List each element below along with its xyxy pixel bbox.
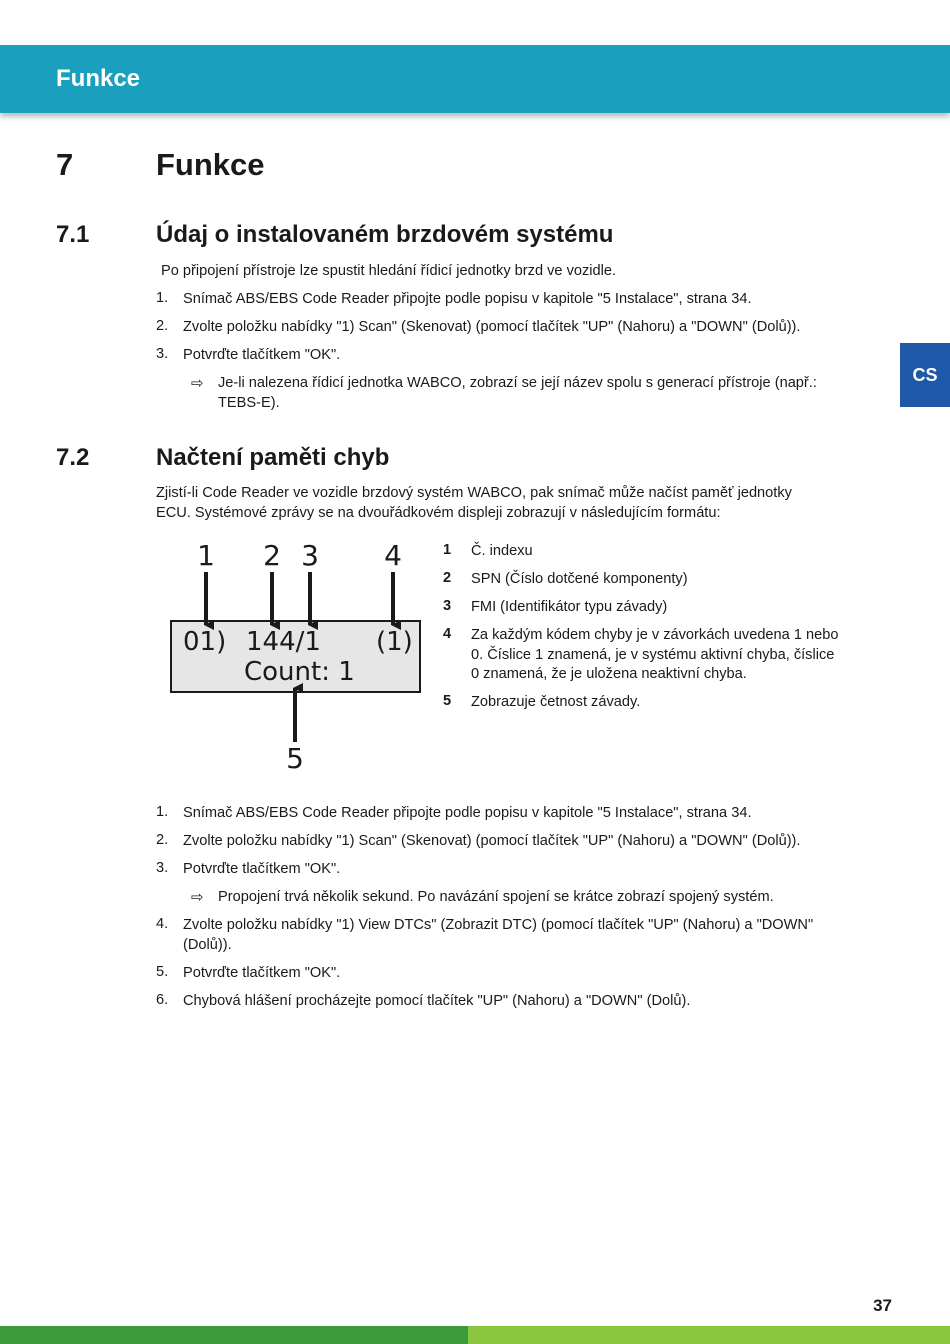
- result-arrow-icon: ⇨: [191, 889, 204, 906]
- display-diagram: [160, 535, 430, 780]
- section-2-step-4-line-2: (Dolů)).: [183, 937, 232, 953]
- callout-3: 3: [301, 539, 319, 572]
- callout-4: 4: [384, 539, 402, 572]
- step-number: 3.: [156, 346, 169, 362]
- language-tab: CS: [900, 343, 950, 407]
- section-2-step-5: Potvrďte tlačítkem "OK".: [183, 965, 341, 981]
- step-number: 1.: [156, 290, 169, 306]
- section-2-number: 7.2: [56, 444, 90, 471]
- legend-number: 1: [443, 542, 452, 558]
- section-2-step-3: Potvrďte tlačítkem "OK".: [183, 861, 341, 877]
- section-1-result-line-1: Je-li nalezena řídicí jednotka WABCO, zobrazí se její název spolu s generací přístroje (např.:: [218, 375, 817, 391]
- callout-2: 2: [263, 539, 281, 572]
- legend-text-line: 0 znamená, že je uložena neaktivní chyba.: [471, 666, 747, 682]
- result-arrow-icon: ⇨: [191, 375, 204, 392]
- step-number: 3.: [156, 860, 169, 876]
- section-2-step-6: Chybová hlášení procházejte pomocí tlačítek "UP" (Nahoru) a "DOWN" (Dolů).: [183, 993, 691, 1009]
- legend-number: 2: [443, 570, 452, 586]
- legend-text: FMI (Identifikátor typu závady): [471, 599, 668, 615]
- section-1-number: 7.1: [56, 221, 90, 248]
- footer-bar-dark-green: [0, 1326, 468, 1344]
- legend-number: 5: [443, 693, 452, 709]
- section-2-intro-line-2: ECU. Systémové zprávy se na dvouřádkovém displeji zobrazují v následujícím formátu:: [156, 505, 721, 521]
- legend-text-line: 0. Číslice 1 znamená, je v systému aktivní chyba, číslice: [471, 647, 835, 663]
- section-1-intro: Po připojení přístroje lze spustit hledání řídicí jednotky brzd ve vozidle.: [161, 263, 617, 279]
- page-number: 37: [873, 1296, 892, 1315]
- step-number: 1.: [156, 804, 169, 820]
- step-number: 4.: [156, 916, 169, 932]
- display-count: Count: 1: [244, 657, 355, 687]
- section-2-step-2: Zvolte položku nabídky "1) Scan" (Skenovat) (pomocí tlačítek "UP" (Nahoru) a "DOWN" (Dolů)).: [183, 833, 801, 849]
- step-number: 2.: [156, 832, 169, 848]
- chapter-number: 7: [56, 147, 74, 182]
- section-1-step-2: Zvolte položku nabídky "1) Scan" (Skenovat) (pomocí tlačítek "UP" (Nahoru) a "DOWN" (Dolů)).: [183, 319, 801, 335]
- section-1-title: Údaj o instalovaném brzdovém systému: [156, 221, 614, 248]
- display-code: 144/1: [246, 627, 321, 657]
- display-index: 01): [183, 627, 227, 657]
- header-title: Funkce: [56, 65, 141, 92]
- section-2-result: Propojení trvá několik sekund. Po navázání spojení se krátce zobrazí spojený systém.: [218, 889, 774, 905]
- legend-number: 3: [443, 598, 452, 614]
- legend-number: 4: [443, 626, 452, 642]
- display-status: (1): [376, 627, 413, 657]
- section-2-step-4-line-1: Zvolte položku nabídky "1) View DTCs" (Zobrazit DTC) (pomocí tlačítek "UP" (Nahoru) a "DOWN": [183, 917, 814, 933]
- legend-text: Č. indexu: [471, 543, 533, 559]
- step-number: 5.: [156, 964, 169, 980]
- section-2-title: Načtení paměti chyb: [156, 444, 390, 471]
- legend-text: Zobrazuje četnost závady.: [471, 694, 641, 710]
- section-1-step-1: Snímač ABS/EBS Code Reader připojte podle popisu v kapitole "5 Instalace", strana 34.: [183, 291, 752, 307]
- section-2-intro-line-1: Zjistí-li Code Reader ve vozidle brzdový systém WABCO, pak snímač může načíst paměť jednotky: [156, 485, 792, 501]
- step-number: 6.: [156, 992, 169, 1008]
- callout-1: 1: [197, 539, 215, 572]
- header-bar: [0, 45, 950, 113]
- step-number: 2.: [156, 318, 169, 334]
- section-1-step-3: Potvrďte tlačítkem "OK".: [183, 347, 341, 363]
- section-2-step-1: Snímač ABS/EBS Code Reader připojte podle popisu v kapitole "5 Instalace", strana 34.: [183, 805, 752, 821]
- legend-text-line: Za každým kódem chyby je v závorkách uvedena 1 nebo: [471, 627, 839, 643]
- callout-5: 5: [286, 742, 304, 775]
- footer-bar-light-green: [468, 1326, 950, 1344]
- section-1-result-line-2: TEBS-E).: [218, 395, 280, 411]
- legend-text: SPN (Číslo dotčené komponenty): [471, 571, 688, 587]
- chapter-title: Funkce: [156, 147, 265, 182]
